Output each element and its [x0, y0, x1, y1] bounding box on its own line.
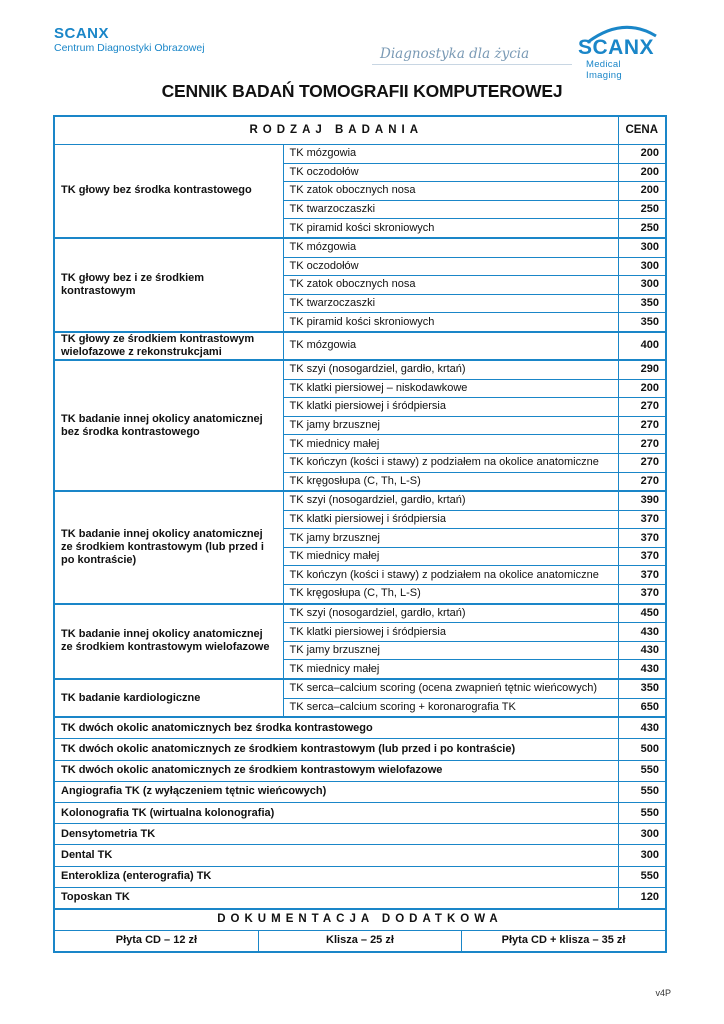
exam-group-label: TK głowy bez środka kontrastowego: [54, 145, 283, 238]
exam-name: TK serca–calcium scoring (ocena zwapnień tętnic wieńcowych): [283, 679, 618, 698]
exam-name: TK mózgowia: [283, 332, 618, 360]
version-label: v4P: [655, 988, 671, 998]
documentation-item: Płyta CD + klisza – 35 zł: [462, 931, 665, 951]
exam-name: TK miednicy małej: [283, 547, 618, 566]
brand-name: SCANX: [54, 25, 110, 42]
table-row: [54, 824, 666, 845]
exam-name: TK klatki piersiowej i śródpiersia: [283, 623, 618, 642]
exam-price: 650: [618, 698, 666, 717]
exam-name: TK miednicy małej: [283, 435, 618, 454]
exam-name: TK oczodołów: [283, 257, 618, 276]
table-row: [54, 717, 666, 739]
exam-name: TK twarzoczaszki: [283, 200, 618, 219]
exam-name: TK klatki piersiowej – niskodawkowe: [283, 379, 618, 398]
exam-name: TK dwóch okolic anatomicznych ze środkiem kontrastowym (lub przed i po kontraście): [54, 739, 618, 760]
documentation-item: Płyta CD – 12 zł: [55, 931, 258, 951]
exam-price: 430: [618, 660, 666, 679]
exam-price: 500: [618, 739, 666, 760]
documentation-cell: [54, 930, 666, 952]
exam-name: TK szyi (nosogardziel, gardło, krtań): [283, 604, 618, 623]
logo-word: SCANX: [578, 36, 655, 59]
exam-name: TK twarzoczaszki: [283, 294, 618, 313]
exam-name: TK kręgosłupa (C, Th, L-S): [283, 472, 618, 491]
exam-group-label: TK badanie innej okolicy anatomicznej ze środkiem kontrastowym wielofazowe: [54, 604, 283, 679]
exam-name: TK mózgowia: [283, 238, 618, 257]
exam-name: TK kończyn (kości i stawy) z podziałem na okolice anatomiczne: [283, 453, 618, 472]
exam-name: TK jamy brzusznej: [283, 641, 618, 660]
exam-price: 300: [618, 276, 666, 295]
table-row: [54, 760, 666, 781]
brand-subtitle: Centrum Diagnostyki Obrazowej: [54, 42, 205, 54]
exam-price: 270: [618, 453, 666, 472]
table-row: [54, 845, 666, 866]
table-row: [54, 360, 666, 379]
exam-price: 350: [618, 294, 666, 313]
page-title: CENNIK BADAŃ TOMOGRAFII KOMPUTEROWEJ: [161, 81, 563, 101]
exam-price: 550: [618, 781, 666, 802]
exam-name: TK klatki piersiowej i śródpiersia: [283, 398, 618, 417]
table-row: [54, 679, 666, 698]
exam-name: TK oczodołów: [283, 163, 618, 182]
table-header-row: [54, 116, 666, 145]
exam-name: TK dwóch okolic anatomicznych bez środka kontrastowego: [54, 717, 618, 739]
exam-price: 200: [618, 182, 666, 201]
exam-price: 430: [618, 623, 666, 642]
table-row: [54, 238, 666, 257]
exam-name: TK klatki piersiowej i śródpiersia: [283, 510, 618, 529]
documentation-row: [54, 930, 666, 952]
exam-name: TK jamy brzusznej: [283, 416, 618, 435]
exam-price: 550: [618, 760, 666, 781]
exam-price: 370: [618, 529, 666, 548]
table-row: [54, 781, 666, 802]
exam-price: 370: [618, 585, 666, 604]
table-row: [54, 491, 666, 510]
exam-group-label: TK głowy ze środkiem kontrastowym wielofazowe z rekonstrukcjami: [54, 332, 283, 360]
exam-price: 300: [618, 257, 666, 276]
exam-name: TK szyi (nosogardziel, gardło, krtań): [283, 360, 618, 379]
exam-name: TK szyi (nosogardziel, gardło, krtań): [283, 491, 618, 510]
exam-price: 550: [618, 866, 666, 887]
exam-price: 450: [618, 604, 666, 623]
exam-price: 430: [618, 641, 666, 660]
documentation-table: [55, 931, 665, 951]
exam-name: TK serca–calcium scoring + koronarografia TK: [283, 698, 618, 717]
exam-price: 300: [618, 845, 666, 866]
exam-price: 200: [618, 145, 666, 164]
exam-name: Dental TK: [54, 845, 618, 866]
exam-price: 370: [618, 547, 666, 566]
exam-price: 430: [618, 717, 666, 739]
exam-group-label: TK głowy bez i ze środkiem kontrastowym: [54, 238, 283, 332]
exam-price: 270: [618, 416, 666, 435]
exam-name: TK piramid kości skroniowych: [283, 313, 618, 332]
table-row: [54, 604, 666, 623]
exam-name: TK jamy brzusznej: [283, 529, 618, 548]
documentation-header-row: [54, 909, 666, 931]
exam-name: Densytometria TK: [54, 824, 618, 845]
exam-price: 270: [618, 472, 666, 491]
exam-price: 200: [618, 163, 666, 182]
exam-group-label: TK badanie innej okolicy anatomicznej ze środkiem kontrastowym (lub przed i po kontraście): [54, 491, 283, 604]
exam-price: 350: [618, 313, 666, 332]
scanx-logo: [578, 22, 658, 81]
exam-group-label: TK badanie innej okolicy anatomicznej bez środka kontrastowego: [54, 360, 283, 491]
exam-price: 290: [618, 360, 666, 379]
price-table-body: [54, 116, 666, 952]
documentation-items: [55, 931, 665, 951]
column-header-exam: RODZAJ BADANIA: [54, 116, 618, 145]
price-table: [53, 115, 667, 953]
exam-name: Enterokliza (enterografia) TK: [54, 866, 618, 887]
table-row: [54, 145, 666, 164]
exam-name: TK dwóch okolic anatomicznych ze środkiem kontrastowym wielofazowe: [54, 760, 618, 781]
exam-name: TK zatok obocznych nosa: [283, 182, 618, 201]
header-brand: [54, 26, 205, 55]
exam-price: 300: [618, 238, 666, 257]
logo-subtitle: Medical Imaging: [586, 59, 622, 81]
exam-price: 270: [618, 398, 666, 417]
table-row: [54, 332, 666, 360]
exam-price: 400: [618, 332, 666, 360]
table-row: [54, 866, 666, 887]
table-row: [54, 739, 666, 760]
exam-price: 270: [618, 435, 666, 454]
exam-name: Angiografia TK (z wyłączeniem tętnic wieńcowych): [54, 781, 618, 802]
exam-price: 250: [618, 219, 666, 238]
exam-price: 200: [618, 379, 666, 398]
exam-name: TK mózgowia: [283, 145, 618, 164]
exam-name: TK kręgosłupa (C, Th, L-S): [283, 585, 618, 604]
exam-price: 250: [618, 200, 666, 219]
table-row: [54, 887, 666, 909]
exam-name: TK zatok obocznych nosa: [283, 276, 618, 295]
exam-name: TK miednicy małej: [283, 660, 618, 679]
exam-price: 350: [618, 679, 666, 698]
table-row: [54, 802, 666, 823]
exam-group-label: TK badanie kardiologiczne: [54, 679, 283, 717]
slogan-divider: [372, 64, 572, 65]
exam-name: Toposkan TK: [54, 887, 618, 909]
exam-price: 120: [618, 887, 666, 909]
exam-name: TK kończyn (kości i stawy) z podziałem na okolice anatomiczne: [283, 566, 618, 585]
exam-name: Kolonografia TK (wirtualna kolonografia): [54, 802, 618, 823]
column-header-price: CENA: [618, 116, 666, 145]
exam-name: TK piramid kości skroniowych: [283, 219, 618, 238]
exam-price: 390: [618, 491, 666, 510]
slogan: Diagnostyka dla życia: [380, 46, 530, 62]
documentation-title: DOKUMENTACJA DODATKOWA: [54, 909, 666, 931]
exam-price: 370: [618, 510, 666, 529]
exam-price: 370: [618, 566, 666, 585]
documentation-item: Klisza – 25 zł: [258, 931, 461, 951]
exam-price: 300: [618, 824, 666, 845]
exam-price: 550: [618, 802, 666, 823]
